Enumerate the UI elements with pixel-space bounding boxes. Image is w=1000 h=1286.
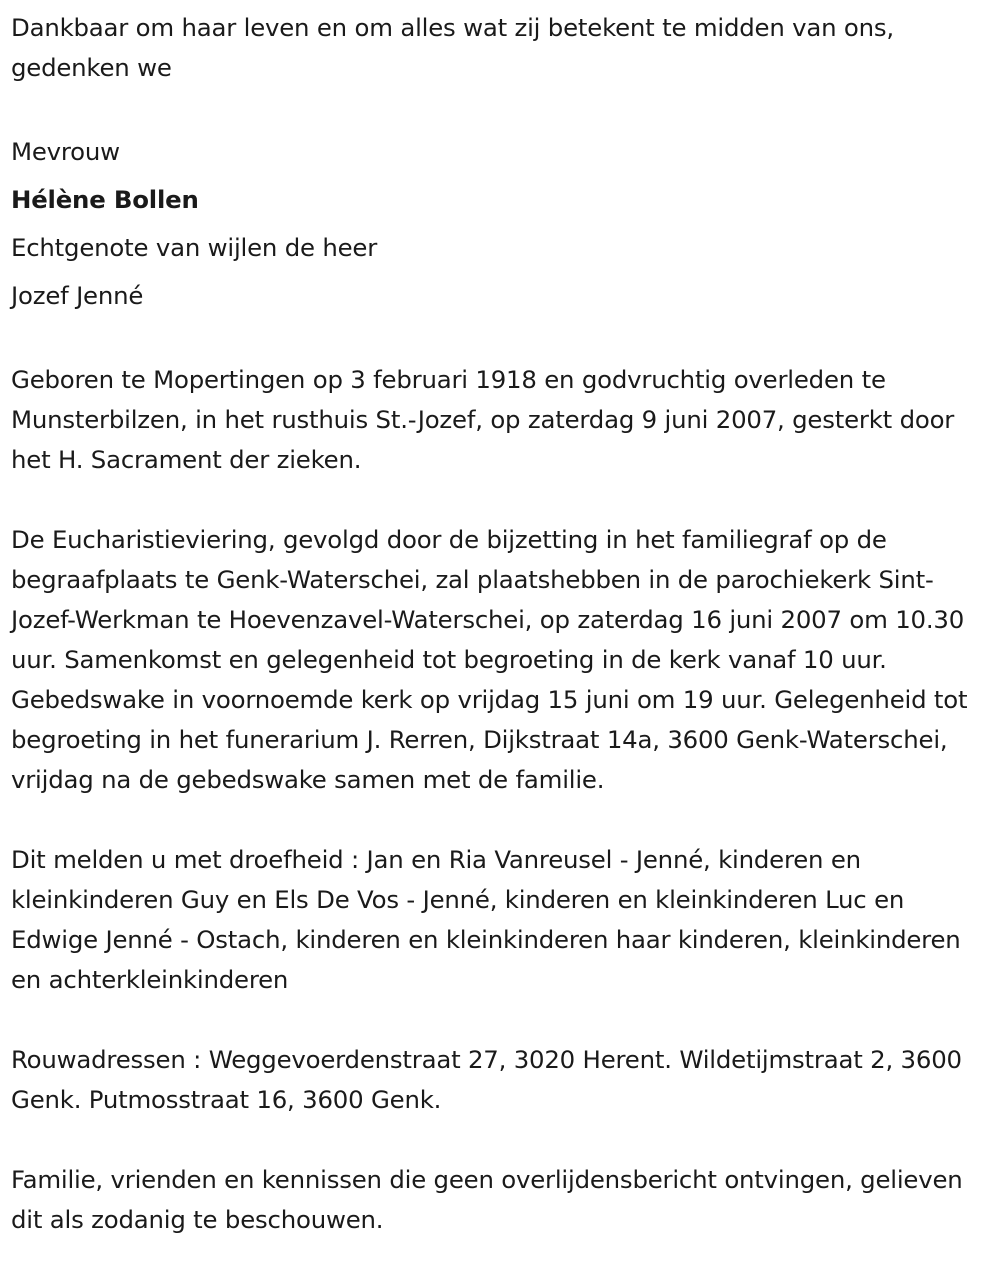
spacer — [11, 800, 993, 840]
birth-death-paragraph: Geboren te Mopertingen op 3 februari 1918 en godvruchtig overleden te Munsterbilzen, in het rusthuis St.-Jozef, op zaterdag 9 juni 2007, gesterkt door het H. Sacrament der zieken. — [11, 365, 955, 474]
spouse-name: Jozef Jenné — [11, 281, 144, 310]
obituary-document — [11, 8, 993, 1240]
spacer — [11, 1000, 993, 1040]
deceased-name: Hélène Bollen — [11, 185, 199, 214]
spacer — [11, 1120, 993, 1160]
spacer — [11, 88, 993, 128]
intro-text: Dankbaar om haar leven en om alles wat zij betekent te midden van ons, gedenken we — [11, 13, 894, 82]
announcers-paragraph: Dit melden u met droefheid : Jan en Ria Vanreusel - Jenné, kinderen en kleinkinderen Guy en Els De Vos - Jenné, kinderen en kleinkinderen Luc en Edwige Jenné - Ostach, kinderen en kleinkinderen haar kinderen, kleinkinderen en achterkleinkinderen — [11, 845, 961, 994]
ceremony-paragraph: De Eucharistieviering, gevolgd door de bijzetting in het familiegraf op de begraafplaats te Genk-Waterschei, zal plaatshebben in de parochiekerk Sint-Jozef-Werkman te Hoevenzavel-Waterschei, op zaterdag 16 juni 2007 om 10.30 uur. Samenkomst en gelegenheid tot begroeting in de kerk vanaf 10 uur. Gebedswake in voornoemde kerk op vrijdag 15 juni om 19 uur. Gelegenheid tot begroeting in het funerarium J. Rerren, Dijkstraat 14a, 3600 Genk-Waterschei, vrijdag na de gebedswake samen met de familie. — [11, 525, 968, 794]
closing-paragraph: Familie, vrienden en kennissen die geen overlijdensbericht ontvingen, gelieven dit als zodanig te beschouwen. — [11, 1165, 963, 1234]
addresses-paragraph: Rouwadressen : Weggevoerdenstraat 27, 3020 Herent. Wildetijmstraat 2, 3600 Genk. Putmosstraat 16, 3600 Genk. — [11, 1045, 962, 1114]
honorific: Mevrouw — [11, 137, 120, 166]
spacer — [11, 320, 993, 360]
spacer — [11, 480, 993, 520]
spouse-title: Echtgenote van wijlen de heer — [11, 233, 378, 262]
